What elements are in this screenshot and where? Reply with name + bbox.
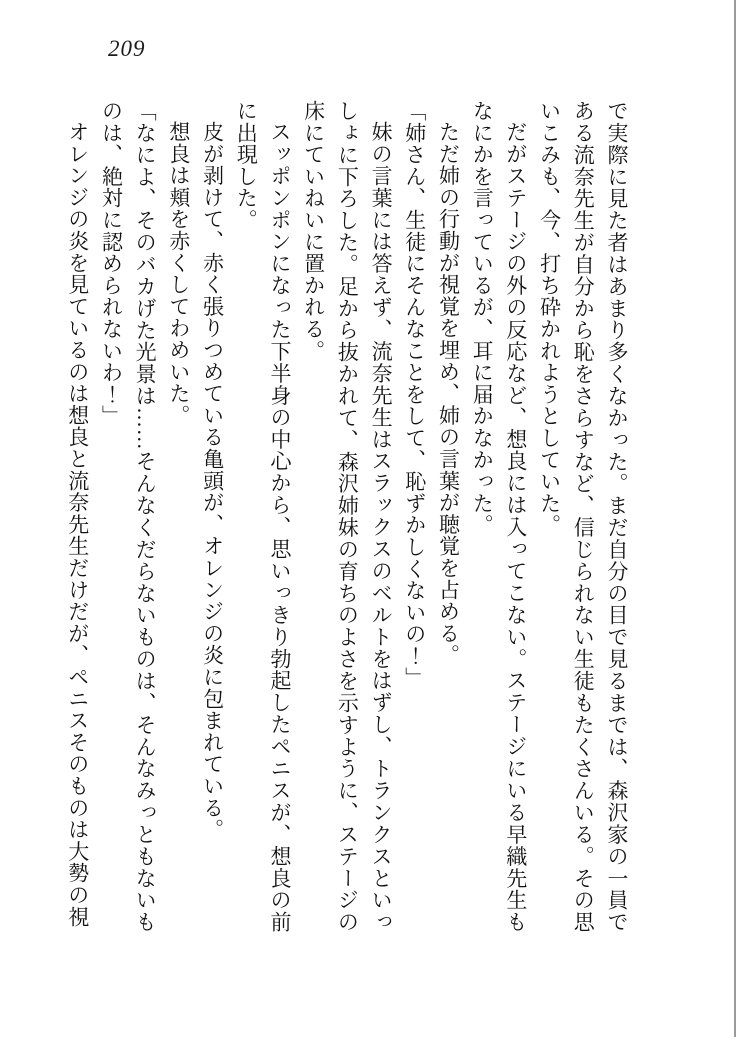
paragraph: だがステージの外の反応など、想良には入ってこない。ステージにいる早織先生もなにかを言っているが、耳に届かなかった。: [470, 100, 528, 933]
paragraph: オレンジの炎を見ているのは想良と流奈先生だけだが、ペニスそのものは大勢の視: [65, 121, 90, 928]
paragraph: 「姉さん、生徒にそんなことをして、恥ずかしくないの！」: [402, 100, 427, 689]
paragraph: 妹の言葉には答えず、流奈先生はスラックスのベルトをはずし、トランクスといっしょに下ろした。足から抜かれて、森沢姉妹の育ちのよさを示すように、ステージの床にていねいに置かれる。: [301, 100, 394, 933]
body-text: [60, 100, 633, 933]
paragraph: スッポンポンになった下半身の中心から、思いっきり勃起したペニスが、想良の前に出現した。: [234, 100, 292, 933]
paragraph: ただ姉の行動が視覚を埋め、姉の言葉が聴覚を占める。: [436, 121, 461, 666]
page-number: 209: [108, 36, 146, 61]
paragraph: 想良は頬を赤くしてわめいた。: [166, 121, 191, 427]
paragraph: 皮が剥けて、赤く張りつめている亀頭が、オレンジの炎に包まれている。: [200, 121, 225, 841]
paragraph: で実際に見た者はあまり多くなかった。まだ自分の目で見るまでは、森沢家の一員である流奈先生が自分から恥をさらすなど、信じられない生徒もたくさんいる。その思いこみも、今、打ち砕かれようとしていた。: [537, 100, 629, 933]
paragraph: 「なによ、そのバカげた光景は……そんなくだらないものは、そんなみっともないものは、絶対に認められないわ！」: [99, 100, 158, 933]
